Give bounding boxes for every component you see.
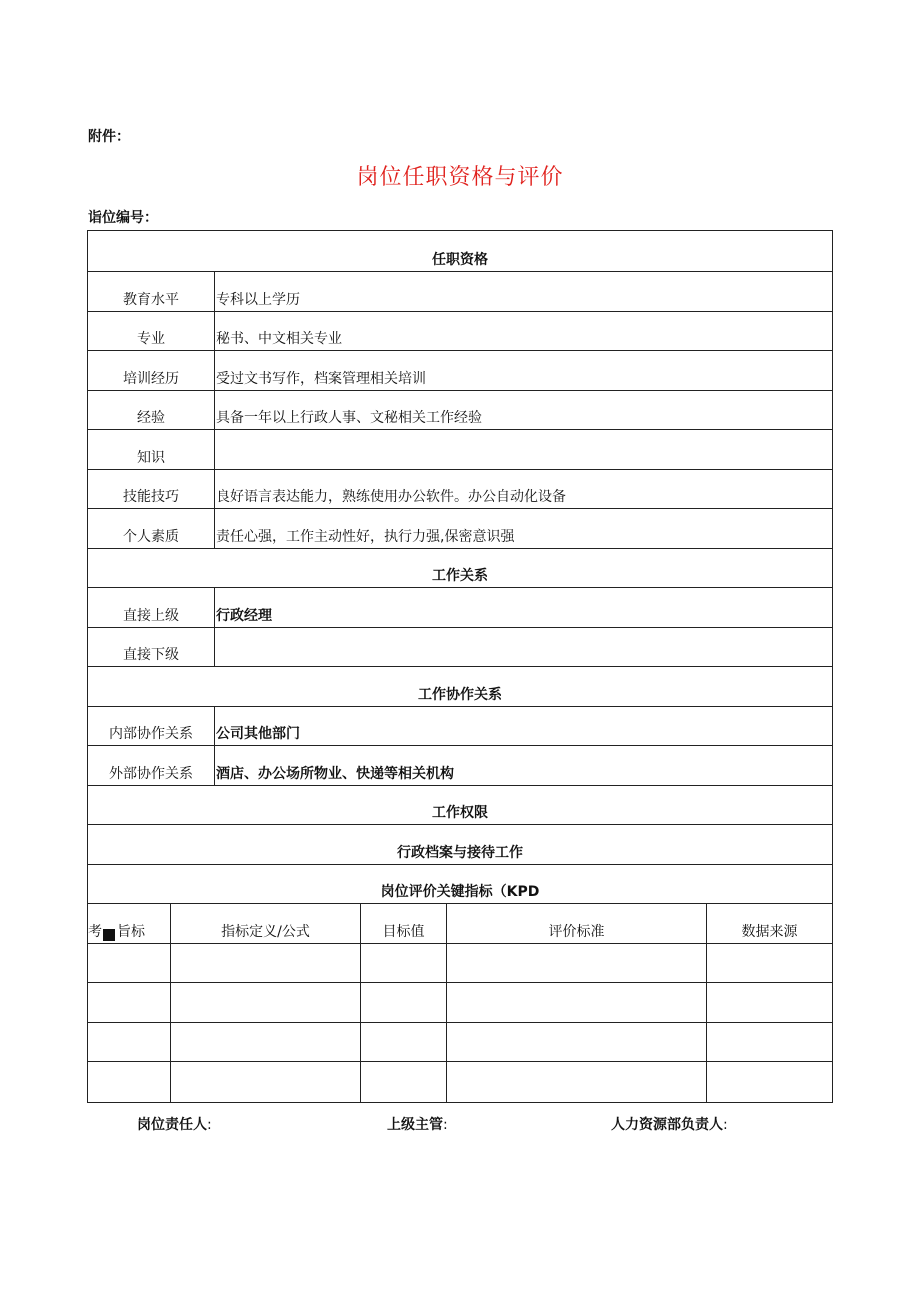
experience-value: 具备一年以上行政人事、文秘相关工作经验 xyxy=(216,410,482,426)
kpi-cell xyxy=(447,983,707,1022)
personal-quality-label: 个人素质 xyxy=(88,509,215,548)
signature-hr-head-label: 人力资源部负责人 xyxy=(611,1117,723,1133)
section-header-row xyxy=(88,786,832,826)
kpi-col-definition: 指标定义/公式 xyxy=(171,904,361,943)
experience-label: 经验 xyxy=(88,391,215,430)
section-authority-title: 工作权限 xyxy=(432,805,488,821)
personal-quality-value: 责任心强，工作主动性好，执行力强,保密意识强 xyxy=(216,528,515,545)
kpi-col-target: 目标值 xyxy=(361,904,447,943)
attachment-label: 附件： xyxy=(88,129,130,145)
kpi-cell xyxy=(171,1023,361,1062)
kpi-cell xyxy=(447,1023,707,1062)
major-label: 专业 xyxy=(88,312,215,351)
kpi-col-criteria: 评价标准 xyxy=(447,904,707,943)
training-label: 培训经历 xyxy=(88,351,215,390)
kpi-empty-row xyxy=(88,983,832,1023)
major-value: 秘书、中文相关专业 xyxy=(216,331,342,347)
table-row xyxy=(88,430,832,470)
kpi-cell xyxy=(88,1062,171,1102)
kpi-cell xyxy=(88,983,171,1022)
table-row xyxy=(88,509,832,549)
kpi-cell xyxy=(707,1062,832,1102)
kpi-cell xyxy=(707,1023,832,1062)
external-cooperation-value: 酒店、办公场所物业、快递等相关机构 xyxy=(216,765,454,782)
table-row xyxy=(88,351,832,391)
direct-superior-label: 直接上级 xyxy=(88,588,215,627)
document-title: 岗位任职资格与评价 xyxy=(356,165,564,190)
kpi-cell xyxy=(171,1062,361,1102)
education-value: 专科以上学历 xyxy=(216,291,300,308)
signature-position-holder xyxy=(137,1114,212,1134)
signature-supervisor-label: 上级主管 xyxy=(387,1117,443,1133)
section-work-relations-title: 工作关系 xyxy=(432,568,488,584)
knowledge-label: 知识 xyxy=(88,430,215,469)
kpi-cell xyxy=(707,983,832,1022)
kpi-cell xyxy=(447,1062,707,1102)
signature-hr-head xyxy=(611,1114,728,1134)
kpi-cell xyxy=(171,983,361,1022)
kpi-cell xyxy=(88,944,171,983)
kpi-empty-row xyxy=(88,1062,832,1102)
kpi-cell xyxy=(361,983,447,1022)
skills-value: 良好语言表达能力，熟练使用办公软件。办公自动化设备 xyxy=(216,489,566,505)
signature-supervisor xyxy=(387,1114,448,1134)
kpi-cell xyxy=(88,1023,171,1062)
authority-value: 行政档案与接待工作 xyxy=(397,844,523,861)
section-cooperation-title: 工作协作关系 xyxy=(418,686,502,703)
kpi-cell xyxy=(361,1062,447,1102)
direct-subordinate-label: 直接下级 xyxy=(88,628,215,667)
direct-subordinate-value xyxy=(215,628,832,667)
table-row xyxy=(88,707,832,747)
section-header-row xyxy=(88,549,832,589)
section-qualifications-title: 任职资格 xyxy=(432,252,488,268)
table-row xyxy=(88,825,832,865)
signature-colon: : xyxy=(207,1117,212,1133)
kpi-cell xyxy=(361,944,447,983)
section-header-row xyxy=(88,231,832,272)
kpi-empty-row xyxy=(88,1023,832,1063)
qualification-form-table xyxy=(87,230,833,1103)
skills-label: 技能技巧 xyxy=(88,470,215,509)
signature-colon: : xyxy=(723,1117,728,1133)
table-row xyxy=(88,470,832,510)
kpi-empty-row xyxy=(88,944,832,984)
kpi-cell xyxy=(171,944,361,983)
external-cooperation-label: 外部协作关系 xyxy=(88,746,215,785)
section-header-row xyxy=(88,667,832,707)
table-row xyxy=(88,628,832,668)
kpi-cell xyxy=(447,944,707,983)
kpi-cell xyxy=(361,1023,447,1062)
internal-cooperation-label: 内部协作关系 xyxy=(88,707,215,746)
knowledge-value xyxy=(215,430,832,469)
signature-colon: : xyxy=(443,1117,448,1133)
position-number-label: 诣位编号： xyxy=(88,210,158,226)
kpi-col-indicator xyxy=(88,904,171,943)
education-label: 教育水平 xyxy=(88,272,215,311)
kpi-col-source: 数据来源 xyxy=(741,923,798,940)
table-row xyxy=(88,746,832,786)
kpi-col-indicator-post: 旨标 xyxy=(117,923,145,940)
section-kpi-title: 岗位评价关键指标（KPD xyxy=(380,884,540,900)
signature-position-holder-label: 岗位责任人 xyxy=(137,1117,207,1133)
training-value: 受过文书写作，档案管理相关培训 xyxy=(216,370,426,387)
kpi-header-row xyxy=(88,904,832,944)
kpi-col-indicator-pre: 考 xyxy=(88,923,102,940)
table-row xyxy=(88,391,832,431)
table-row xyxy=(88,272,832,312)
internal-cooperation-value: 公司其他部门 xyxy=(216,726,300,742)
black-square-icon xyxy=(103,929,115,941)
table-row xyxy=(88,312,832,352)
table-row xyxy=(88,588,832,628)
section-header-row xyxy=(88,865,832,905)
kpi-cell xyxy=(707,944,832,983)
direct-superior-value: 行政经理 xyxy=(216,607,272,624)
